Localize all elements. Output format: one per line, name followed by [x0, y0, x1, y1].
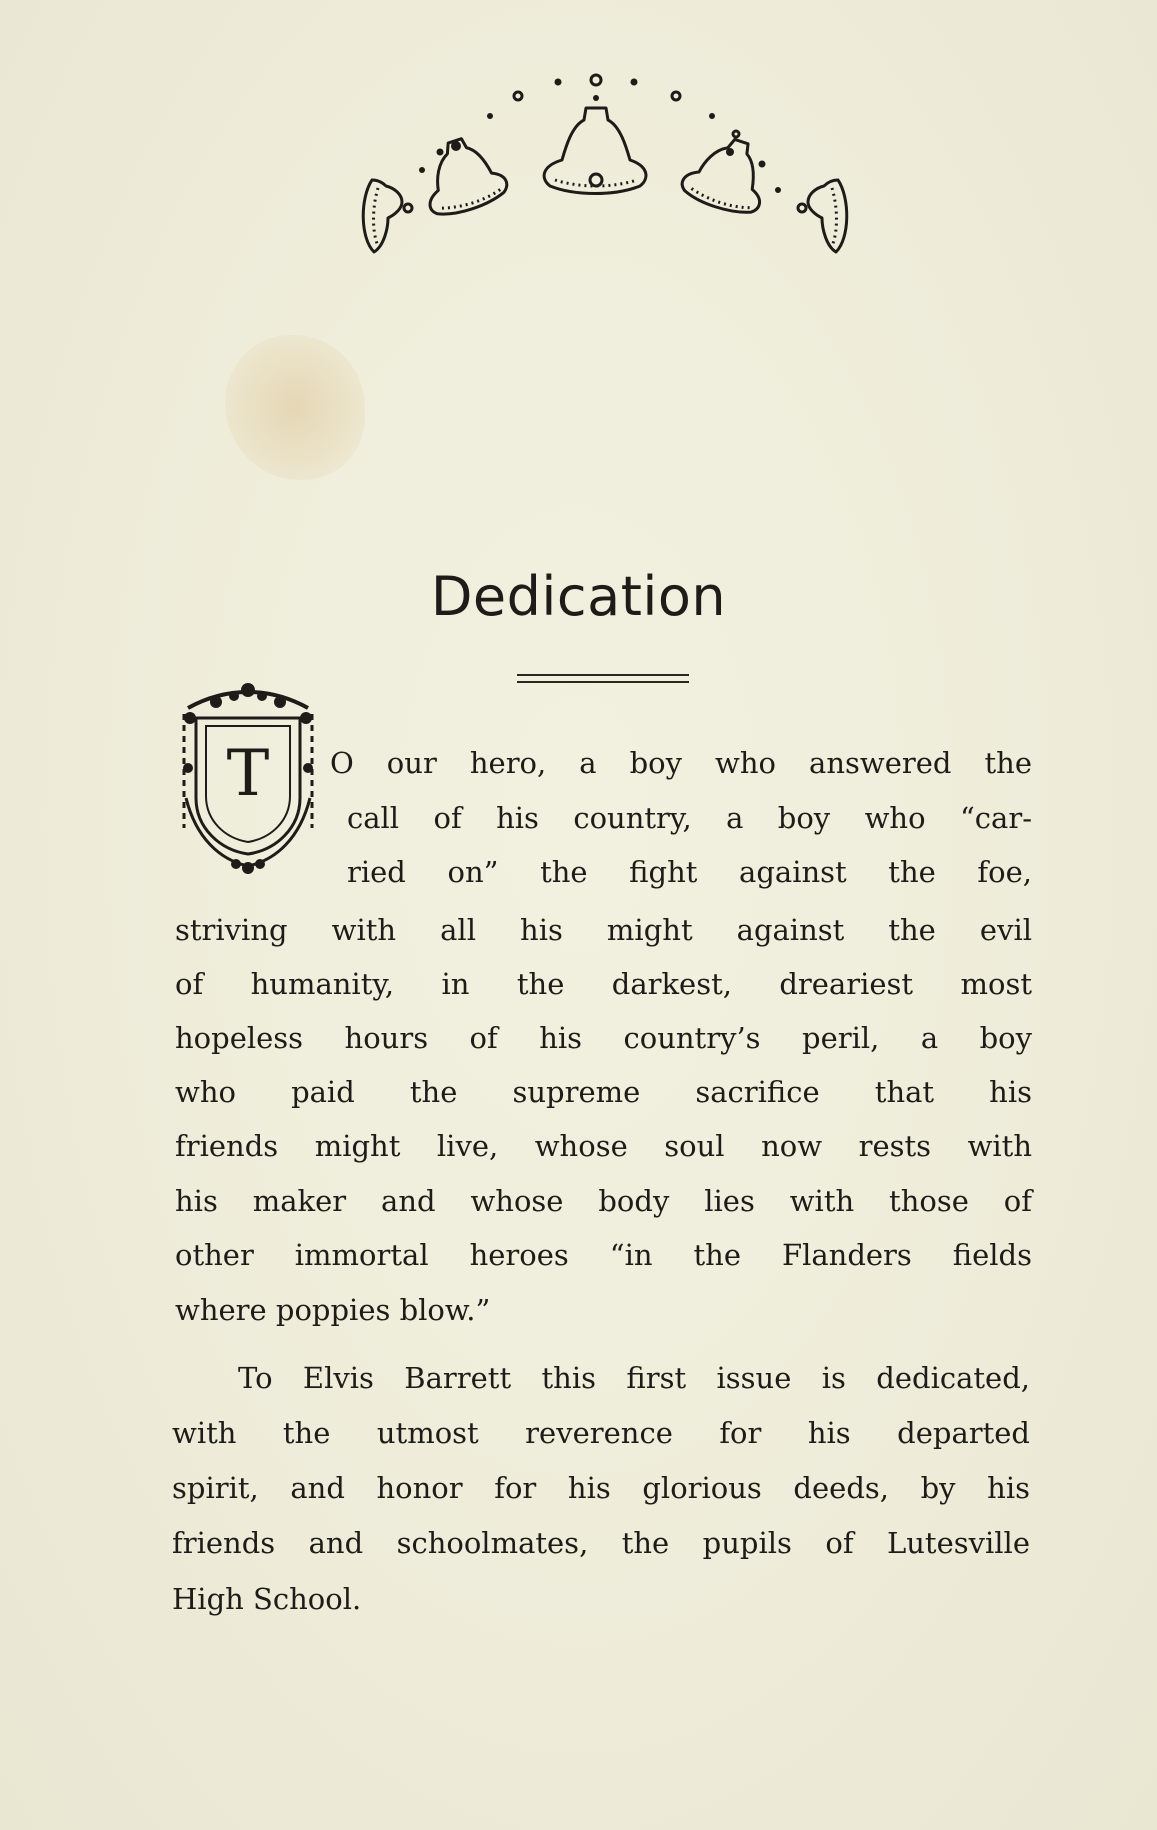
paragraph1-line: where poppies blow.”	[175, 1293, 491, 1327]
drop-cap-letter: T	[226, 737, 270, 811]
drop-cap	[176, 678, 320, 874]
paragraph1-line: ried on” the fight against the foe,	[347, 855, 1032, 889]
paragraph2-line: spirit, and honor for his glorious deeds, by his	[172, 1471, 1030, 1505]
page-title: Dedication	[430, 565, 727, 628]
paragraph2-line: with the utmost reverence for his departed	[172, 1416, 1030, 1450]
title-rule-bottom	[517, 681, 689, 683]
bells-ornament-icon	[350, 68, 860, 268]
paragraph1-line: call of his country, a boy who “car-	[347, 801, 1032, 835]
paragraph2-line: friends and schoolmates, the pupils of Lutesville	[172, 1526, 1030, 1560]
paragraph1-line: hopeless hours of his country’s peril, a boy	[175, 1021, 1032, 1055]
paragraph2-line: To Elvis Barrett this first issue is dedicated,	[238, 1361, 1030, 1395]
paragraph1-line: who paid the supreme sacrifice that his	[175, 1075, 1032, 1109]
paper-stain	[225, 335, 365, 480]
paragraph1-line: striving with all his might against the evil	[175, 913, 1032, 947]
title-rule-top	[517, 674, 689, 676]
paragraph2-line: High School.	[172, 1582, 362, 1616]
paragraph1-line: of humanity, in the darkest, dreariest most	[175, 967, 1032, 1001]
paragraph1-line: O our hero, a boy who answered the	[330, 746, 1032, 780]
paragraph1-line: friends might live, whose soul now rests with	[175, 1129, 1032, 1163]
paragraph1-line: his maker and whose body lies with those of	[175, 1184, 1032, 1218]
paragraph1-line: other immortal heroes “in the Flanders fields	[175, 1238, 1032, 1272]
